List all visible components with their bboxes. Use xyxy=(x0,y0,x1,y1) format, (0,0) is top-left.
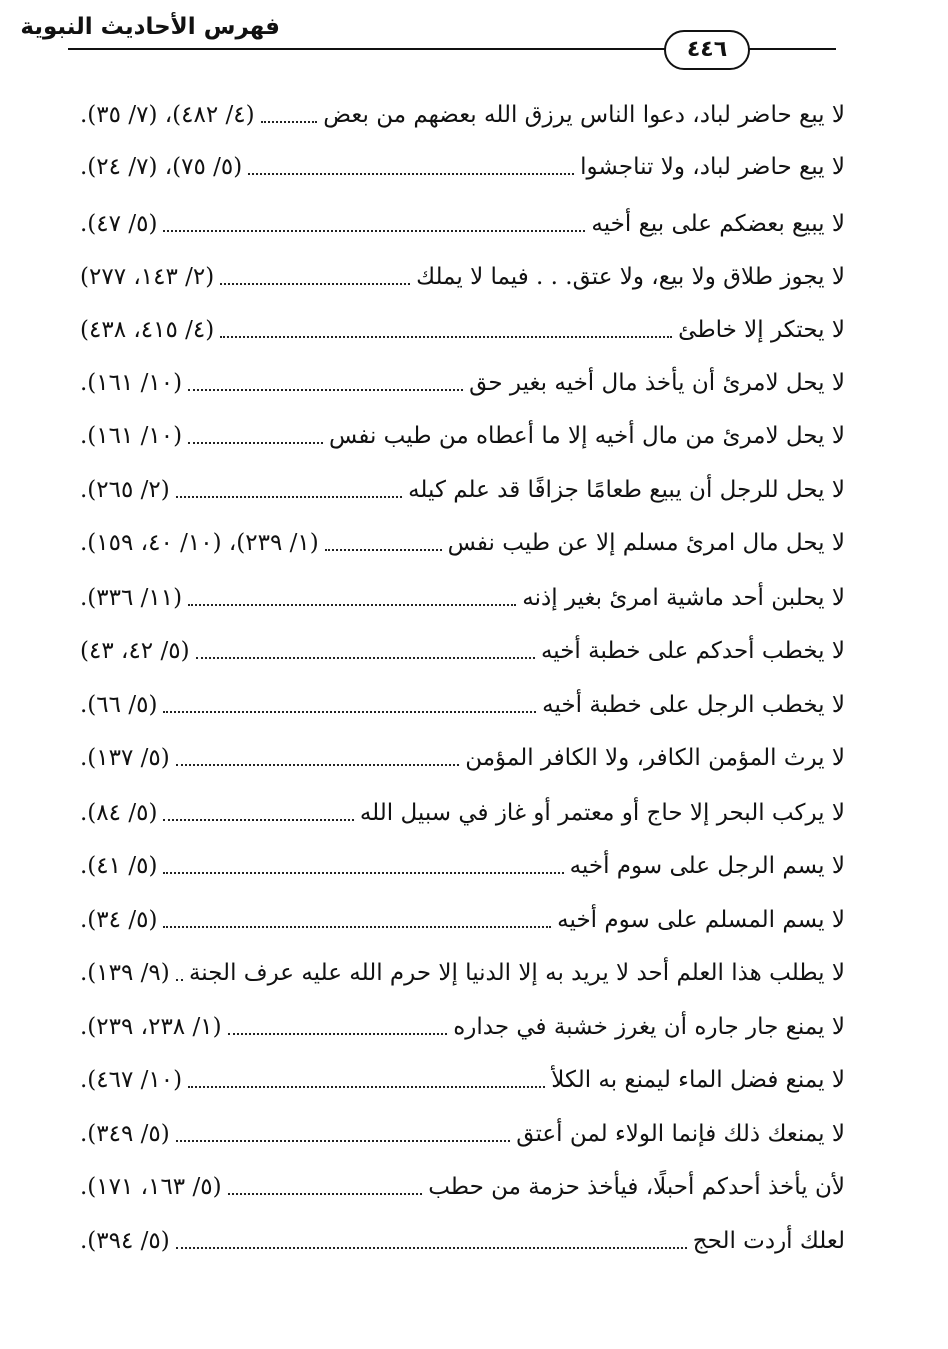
running-title: فهرس الأحاديث النبوية xyxy=(20,14,280,40)
entry-reference: (٥/ ٧٥)، (٧/ ٢٤). xyxy=(80,154,243,180)
entry-text: لا يرث المؤمن الكافر، ولا الكافر المؤمن xyxy=(465,745,845,771)
entry-text: لا يحل للرجل أن يبيع طعامًا جزافًا قد علم كيله xyxy=(408,477,845,503)
entry-reference: (٥/ ٦٦). xyxy=(80,692,158,718)
index-entry xyxy=(80,523,845,563)
entry-text: لا يبع حاضر لباد، دعوا الناس يرزق الله بعضهم من بعض xyxy=(323,102,845,128)
index-entry xyxy=(80,1060,845,1100)
leader-dots xyxy=(196,657,535,659)
entry-reference: (١١/ ٣٣٦). xyxy=(80,585,183,611)
entry-reference: (٥/ ٤٢، ٤٣) xyxy=(80,638,190,664)
leader-dots xyxy=(163,926,551,928)
index-entry xyxy=(80,310,845,350)
leader-dots xyxy=(176,764,459,766)
leader-dots xyxy=(228,1033,448,1035)
entry-text: لا يمنعك ذلك فإنما الولاء لمن أعتق xyxy=(516,1121,845,1147)
entry-text: لا يحل لامرئ أن يأخذ مال أخيه بغير حق xyxy=(469,370,845,396)
entry-reference: (٥/ ١٣٧). xyxy=(80,745,170,771)
entry-reference: (٤/ ٤١٥، ٤٣٨) xyxy=(80,317,215,343)
entry-reference: (١٠/ ١٦١). xyxy=(80,370,183,396)
entry-reference: (٤/ ٤٨٢)، (٧/ ٣٥). xyxy=(80,102,255,128)
leader-dots xyxy=(176,496,402,498)
index-entry xyxy=(80,846,845,886)
index-entry xyxy=(80,1167,845,1207)
index-entry xyxy=(80,685,845,725)
entry-text: لا يمنع جار جاره أن يغرز خشبة في جداره xyxy=(453,1014,845,1040)
entry-text: لا يجوز طلاق ولا بيع، ولا عتق. . . فيما لا يملك xyxy=(416,264,845,290)
leader-dots xyxy=(163,872,563,874)
index-entry xyxy=(80,257,845,297)
leader-dots xyxy=(163,230,585,232)
entry-reference: (٥/ ٣٤). xyxy=(80,907,158,933)
entry-text: لا يبع حاضر لباد، ولا تناجشوا xyxy=(580,154,845,180)
entry-text: لأن يأخذ أحدكم أحبلًا، فيأخذ حزمة من حطب xyxy=(428,1174,845,1200)
entry-reference: (١٠/ ١٦١). xyxy=(80,423,183,449)
entry-reference: (٥/ ٤٧). xyxy=(80,211,158,237)
page-number: ٤٤٦ xyxy=(664,30,750,70)
entry-text: لا يبيع بعضكم على بيع أخيه xyxy=(591,211,845,237)
entry-reference: (٥/ ٤١). xyxy=(80,853,158,879)
leader-dots xyxy=(261,121,318,123)
index-entry xyxy=(80,1007,845,1047)
index-entry xyxy=(80,416,845,456)
entry-reference: (٥/ ٣٩٤). xyxy=(80,1228,170,1254)
entry-text: لعلك أردت الحج xyxy=(692,1228,845,1254)
index-entry xyxy=(80,95,845,135)
entry-reference: (٩/ ١٣٩). xyxy=(80,960,170,986)
leader-dots xyxy=(176,979,183,981)
entry-text: لا يخطب أحدكم على خطبة أخيه xyxy=(540,638,845,664)
leader-dots xyxy=(220,283,410,285)
index-entry xyxy=(80,363,845,403)
index-entry xyxy=(80,578,845,618)
index-entry xyxy=(80,631,845,671)
index-entry xyxy=(80,1221,845,1261)
leader-dots xyxy=(176,1140,511,1142)
index-entry xyxy=(80,204,845,244)
entry-reference: (١٠/ ٤٦٧). xyxy=(80,1067,183,1093)
entry-text: لا يسم المسلم على سوم أخيه xyxy=(557,907,845,933)
entry-text: لا يركب البحر إلا حاج أو معتمر أو غاز في سبيل الله xyxy=(359,800,845,826)
leader-dots xyxy=(188,604,516,606)
index-entry xyxy=(80,147,845,187)
index-entry xyxy=(80,953,845,993)
entry-text: لا يحتكر إلا خاطئ xyxy=(678,317,845,343)
leader-dots xyxy=(325,549,442,551)
entry-text: لا يسم الرجل على سوم أخيه xyxy=(569,853,845,879)
leader-dots xyxy=(163,711,536,713)
entry-reference: (٥/ ٣٤٩). xyxy=(80,1121,170,1147)
entry-reference: (١/ ٢٣٨، ٢٣٩). xyxy=(80,1014,222,1040)
entry-text: لا يحل مال امرئ مسلم إلا عن طيب نفس xyxy=(447,530,845,556)
index-entry xyxy=(80,738,845,778)
leader-dots xyxy=(228,1193,423,1195)
leader-dots xyxy=(176,1247,687,1249)
leader-dots xyxy=(188,1086,545,1088)
leader-dots xyxy=(248,173,574,175)
entry-reference: (٢/ ٢٦٥). xyxy=(80,477,170,503)
index-entry xyxy=(80,900,845,940)
index-entry xyxy=(80,1114,845,1154)
entry-text: لا يحل لامرئ من مال أخيه إلا ما أعطاه من طيب نفس xyxy=(329,423,845,449)
index-entry xyxy=(80,793,845,833)
entry-text: لا يخطب الرجل على خطبة أخيه xyxy=(542,692,845,718)
entry-reference: (٥/ ٨٤). xyxy=(80,800,158,826)
leader-dots xyxy=(163,819,353,821)
entry-reference: (٢/ ١٤٣، ٢٧٧) xyxy=(80,264,215,290)
leader-dots xyxy=(220,336,672,338)
index-entry xyxy=(80,470,845,510)
leader-dots xyxy=(188,389,463,391)
leader-dots xyxy=(188,442,323,444)
entry-text: لا يطلب هذا العلم أحد لا يريد به إلا الدنيا إلا حرم الله عليه عرف الجنة xyxy=(188,960,845,986)
entry-reference: (٥/ ١٦٣، ١٧١). xyxy=(80,1174,222,1200)
entry-text: لا يمنع فضل الماء ليمنع به الكلأ xyxy=(551,1067,845,1093)
entry-text: لا يحلبن أحد ماشية امرئ بغير إذنه xyxy=(522,585,845,611)
entry-reference: (١/ ٢٣٩)، (١٠/ ٤٠، ١٥٩). xyxy=(80,530,319,556)
